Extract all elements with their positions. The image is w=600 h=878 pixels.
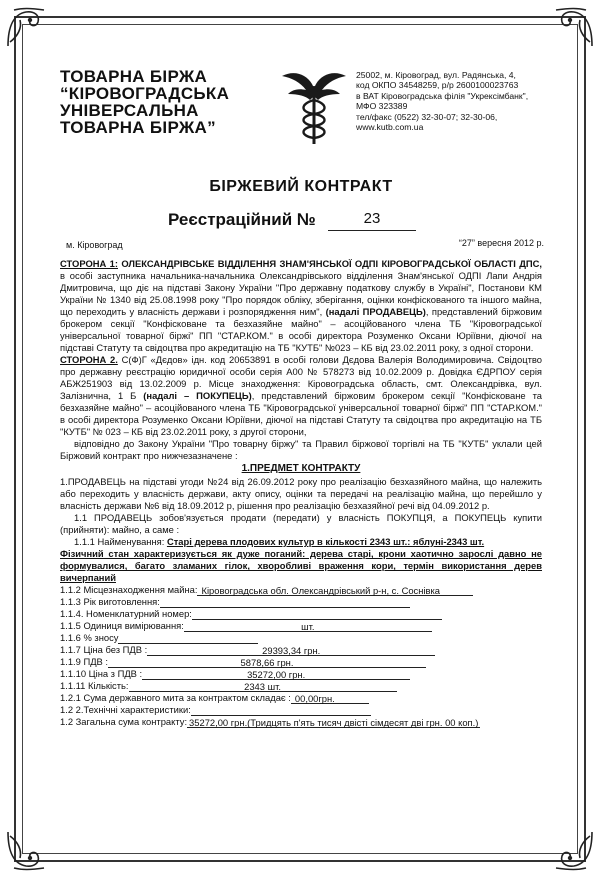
clause-1-1: 1.1 ПРОДАВЕЦЬ зобов'язується продати (передати) у власність ПОКУПЦЯ, а ПОКУПЕЦЬ купити (прийняти): майно, а саме : <box>60 512 542 535</box>
corner-ornament-icon <box>4 828 48 872</box>
place: м. Кіровоград <box>66 240 123 250</box>
contract-date: “27” вересня 2012 р. <box>458 238 544 248</box>
item-condition: Фізичний стан характеризується як дуже поганий: дерева старі, крони хаотично зарослі давно не формувалися, багато зламаних гілок, хворобливі враження кори, термін використання дерев вичерпаний <box>60 548 542 583</box>
field-state-duty: 1.2.1 Сума державного мита за контрактом складає : 00,00грн. <box>60 692 542 704</box>
exchange-caduceus-logo-icon <box>278 66 350 146</box>
field-total-sum: 1.2 Загальна сума контракту: 35272,00 грн.(Тридцять п'ять тисяч двісті сімдесят дві грн. 00 коп.) <box>60 716 479 728</box>
field-quantity: 1.1.11 Кількість: 2343 шт. <box>60 680 542 692</box>
letterhead <box>60 66 542 148</box>
party1-paragraph: СТОРОНА 1: ОЛЕКСАНДРІВСЬКЕ ВІДДІЛЕННЯ ЗНАМ'ЯНСЬКОЇ ОДПІ КІРОВОГРАДСЬКОЇ ОБЛАСТІ ДПС, в особі заступника начальника-начальника Олександрівського відділення Знам'янської ОДПІ Лапи Андрія Дмитровича, що діє на підставі Закону України "Про державну податкову службу в Україні", Постанови КМ України № 1340 від 25.08.1998 року "Про порядок обліку, зберігання, оцінки конфіскованого та іншого майна, що переходить у власність держави і розпорядження ним", (надалі ПРОДАВЕЦЬ), представлений біржовим брокером секції "Конфісковане та безхазяйне майно" – асоційованого члена ТБ "Кіровоградської універсальної товарної біржі" ПП "СТАР.КОМ." в особі директора Розуменко Оксани Юріївни, діючої на підставі Статуту та свідоцтва про акредитацію на ТБ "КУТБ" №023 – КБ від 23.02.2011 року, з одної сторони. <box>60 258 543 353</box>
field-wear: 1.1.6 % зносу <box>60 632 542 644</box>
section-title: 1.ПРЕДМЕТ КОНТРАКТУ <box>241 463 361 474</box>
field-price-no-vat: 1.1.7 Ціна без ПДВ : 29393,34 грн. <box>60 644 542 656</box>
contract-body <box>60 258 542 728</box>
registration-number: 23 <box>328 210 416 231</box>
field-unit: 1.1.5 Одиниця вимірювання: шт. <box>60 620 542 632</box>
clause-1: 1.ПРОДАВЕЦЬ на підставі угоди №24 від 26.09.2012 року про реалізацію безхазяйного майна, що належить або переходить у власність держави, акту опису, оцінки та передачі на реалізацію майна, що перейшло у власність держави №6 від 18.09.2012 р, рішення про реалізацію безхазяйної речі від 04.09.2012 р. <box>60 476 542 511</box>
organization-name: ТОВАРНА БІРЖА “КІРОВОГРАДСЬКА УНІВЕРСАЛЬНА ТОВАРНА БІРЖА” <box>60 67 230 137</box>
field-nomenclature: 1.1.4. Номенклатурний номер: <box>60 608 542 620</box>
party2-paragraph: СТОРОНА 2. С(Ф)Г «Дєдов» ідн. код 20653891 в особі голови Дєдова Валерія Володимировича. Свідоцтво про державну реєстрацію юридичної особи серія А00 № 578273 від 10.02.2009 р. Довідка ЄДРПОУ серія АБЖ251903 від 13.02.2009 р. Місце знаходження: Кіровоградська область, смт. Олександрівка, вул. Залізнична, 1 Б (надалі – ПОКУПЕЦЬ), представлений біржовим брокером секції "Конфісковане та безхазяйне майно" – асоційованого члена ТБ "Кіровоградської універсальної товарної біржі" ПП "СТАР.КОМ." в особі директора Розуменко Оксани Юріївни, діючої на підставі Статуту та свідоцтва про акредитацію на ТБ "КУТБ" № 023 – КБ від 23.02.2011 року, з другої сторони, <box>60 354 543 437</box>
corner-ornament-icon <box>552 6 596 50</box>
field-price-with-vat: 1.1.10 Ціна з ПДВ : 35272,00 грн. <box>60 668 542 680</box>
item-name: 1.1.1 Найменування: Старі дерева плодових культур в кількості 2343 шт.: яблуні-2343 шт. <box>74 536 485 547</box>
place-date-line <box>60 238 542 252</box>
corner-ornament-icon <box>4 6 48 50</box>
document-title: БІРЖЕВИЙ КОНТРАКТ <box>209 178 393 195</box>
field-tech-specs: 1.2 2.Технічні характеристики: <box>60 704 542 716</box>
registration-label: Реєстраційний № <box>168 210 316 229</box>
corner-ornament-icon <box>552 828 596 872</box>
registration-line <box>60 210 542 236</box>
field-year: 1.1.3 Рік виготовлення: <box>60 596 542 608</box>
field-location: 1.1.2 Місцезнаходження майна: Кіровоградська обл. Олександрівський р-н, с. Соснівка <box>60 584 542 596</box>
contact-info: 25002, м. Кіровоград, вул. Радянська, 4, код ОКПО 34548259, р/р 2600100023763 в ВАТ Кіровоградська філія "Укрексімбанк", МФО 323389 тел/факс (0522) 32-30-07; 32-30-06, www.kutb.com.ua <box>356 70 529 133</box>
intro-paragraph: відповідно до Закону України "Про товарну біржу" та Правил біржової торгівлі на ТБ "КУТБ" уклали цей Біржовий контракт про нижчезазначене : <box>60 438 542 461</box>
document-content <box>60 66 542 728</box>
field-vat: 1.1.9 ПДВ : 5878,66 грн. <box>60 656 542 668</box>
